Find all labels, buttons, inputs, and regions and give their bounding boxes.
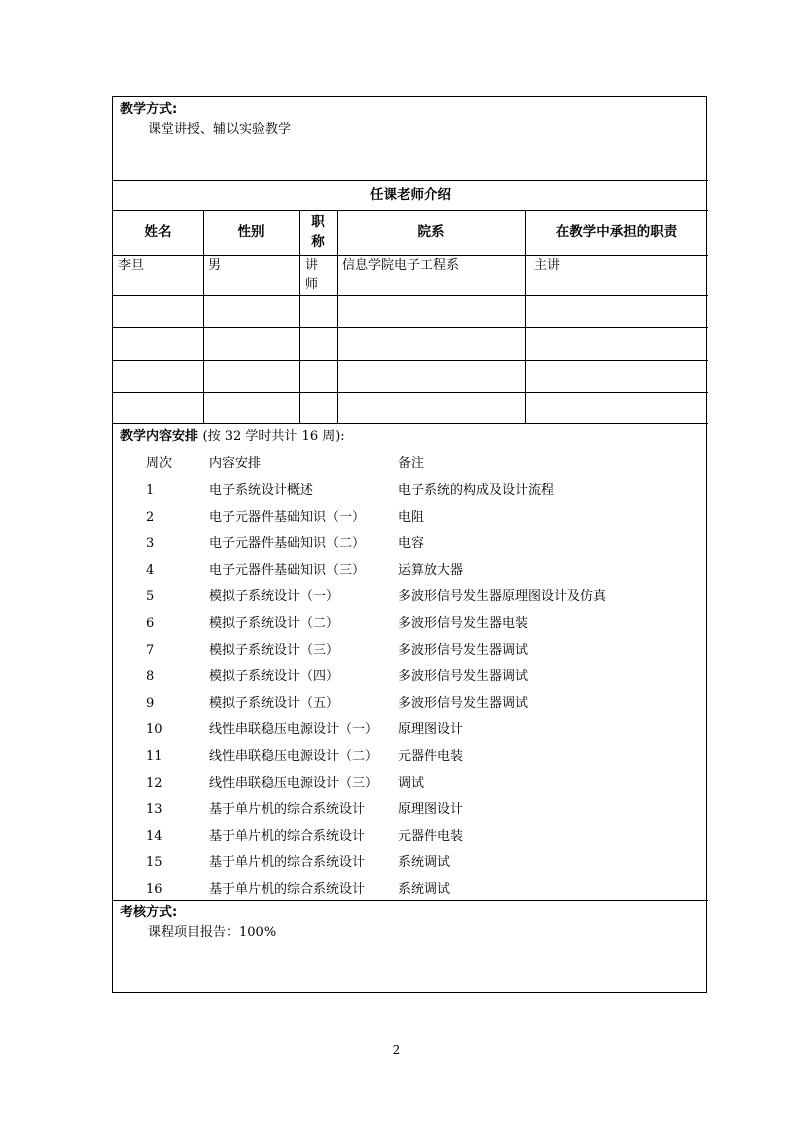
schedule-week: 13 [146, 802, 163, 818]
teacher-duty: 主讲 [534, 258, 561, 273]
schedule-row [113, 722, 708, 748]
schedule-remark: 电子系统的构成及设计流程 [398, 483, 555, 498]
schedule-week: 10 [146, 722, 163, 738]
schedule-week: 2 [146, 509, 155, 525]
schedule-header-row [113, 456, 708, 482]
schedule-remark: 电容 [398, 536, 425, 552]
schedule-row [113, 563, 708, 589]
schedule-content: 模拟子系统设计（一） [209, 589, 340, 605]
schedule-week: 9 [146, 695, 155, 711]
schedule-content: 基于单片机的综合系统设计 [209, 802, 366, 818]
teacher-title-line1: 讲 [305, 258, 319, 273]
schedule-remark: 原理图设计 [398, 722, 464, 738]
schedule-row [113, 669, 708, 695]
schedule-row [113, 643, 708, 669]
schedule-remark: 电阻 [398, 509, 425, 525]
schedule-content: 基于单片机的综合系统设计 [209, 882, 366, 897]
schedule-row [113, 696, 708, 722]
schedule-content: 模拟子系统设计（四） [209, 669, 340, 685]
schedule-content: 基于单片机的综合系统设计 [209, 855, 366, 871]
schedule-row [113, 510, 708, 536]
schedule-remark: 调试 [398, 775, 425, 791]
schedule-row [113, 855, 708, 881]
schedule-content: 线性串联稳压电源设计（一） [209, 722, 379, 738]
schedule-content: 电子元器件基础知识（三） [209, 562, 366, 578]
schedule-content: 基于单片机的综合系统设计 [209, 828, 366, 844]
teachers-title: 任课老师介绍 [370, 187, 451, 203]
schedule-row [113, 616, 708, 642]
schedule-row [113, 589, 708, 615]
schedule-week: 12 [146, 775, 163, 791]
schedule-remark: 原理图设计 [398, 802, 464, 818]
schedule-remark: 多波形信号发生器调试 [398, 669, 529, 685]
schedule-content: 电子元器件基础知识（二） [209, 536, 366, 552]
schedule-note: (按 32 学时共计 16 周): [202, 429, 345, 444]
schedule-remark: 多波形信号发生器调试 [398, 695, 529, 711]
schedule-remark: 多波形信号发生器电装 [398, 616, 529, 631]
teaching-method-label: 教学方式: [120, 102, 178, 117]
assessment-value: 课程项目报告：100% [148, 925, 277, 940]
schedule-week: 8 [146, 669, 155, 685]
schedule-content: 模拟子系统设计（五） [209, 695, 340, 711]
column-divider [203, 210, 204, 423]
schedule-row [113, 829, 708, 855]
schedule-remark: 元器件电装 [398, 749, 464, 764]
teacher-department: 信息学院电子工程系 [342, 258, 460, 273]
course-info-table [112, 96, 707, 993]
schedule-remark: 多波形信号发生器调试 [398, 642, 529, 658]
teacher-name: 李旦 [118, 258, 145, 273]
header-title-line2: 称 [311, 234, 325, 250]
schedule-week: 11 [146, 749, 163, 764]
teacher-title-line2: 师 [305, 277, 319, 292]
schedule-week: 6 [146, 616, 155, 631]
schedule-week: 3 [146, 536, 155, 552]
schedule-content: 电子元器件基础知识（一） [209, 509, 366, 525]
schedule-content: 电子系统设计概述 [209, 483, 314, 498]
divider [113, 423, 708, 424]
header-department: 院系 [417, 224, 445, 240]
column-divider [525, 210, 526, 423]
schedule-remark: 多波形信号发生器原理图设计及仿真 [398, 589, 607, 605]
schedule-row [113, 536, 708, 562]
schedule-row [113, 749, 708, 775]
schedule-remark: 运算放大器 [398, 562, 464, 578]
schedule-heading [120, 429, 345, 445]
schedule-remark: 元器件电装 [398, 828, 464, 844]
schedule-week: 1 [146, 483, 155, 498]
schedule-week: 5 [146, 589, 155, 605]
teaching-method-value: 课堂讲授、辅以实验教学 [148, 122, 292, 137]
divider [113, 180, 708, 181]
schedule-header-week: 周次 [146, 456, 173, 471]
header-title-line1: 职 [311, 214, 325, 230]
schedule-content: 线性串联稳压电源设计（二） [209, 749, 379, 764]
schedule-header-content: 内容安排 [209, 456, 262, 471]
schedule-week: 14 [146, 828, 163, 844]
schedule-content: 模拟子系统设计（三） [209, 642, 340, 658]
page-number: 2 [392, 1043, 401, 1057]
schedule-week: 15 [146, 855, 163, 871]
schedule-remark: 系统调试 [398, 882, 451, 897]
schedule-row [113, 802, 708, 828]
schedule-remark: 系统调试 [398, 855, 451, 871]
schedule-row [113, 776, 708, 802]
schedule-header-remark: 备注 [398, 456, 425, 471]
schedule-week: 16 [146, 882, 163, 897]
schedule-content: 线性串联稳压电源设计（三） [209, 775, 379, 791]
schedule-week: 4 [146, 562, 155, 578]
header-gender: 性别 [237, 224, 265, 240]
assessment-label: 考核方式: [120, 905, 178, 920]
schedule-content: 模拟子系统设计（二） [209, 616, 340, 631]
column-divider [337, 210, 338, 423]
teacher-gender: 男 [208, 258, 222, 273]
schedule-row [113, 483, 708, 509]
schedule-label: 教学内容安排 [120, 429, 199, 444]
header-duty: 在教学中承担的职责 [555, 224, 678, 240]
header-name: 姓名 [144, 224, 172, 240]
schedule-row [113, 882, 708, 908]
schedule-week: 7 [146, 642, 155, 658]
